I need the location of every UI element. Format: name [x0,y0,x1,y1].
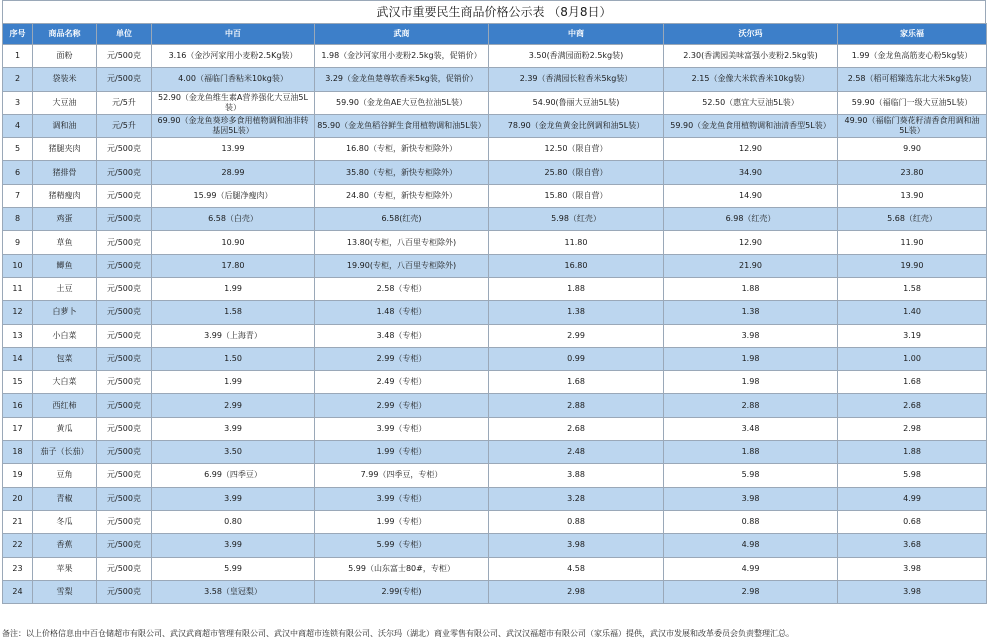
table-row [3,417,987,440]
col-header-zhongbai: 中百 [152,24,315,45]
cell-unit: 元/500克 [97,534,152,557]
table-title: 武汉市重要民生商品价格公示表 （8月8日） [2,0,986,23]
cell-zhongshang: 3.50(香满园面粉2.5kg装) [489,45,664,68]
cell-unit: 元/500克 [97,417,152,440]
price-sheet [2,0,986,604]
cell-carrefour: 1.88 [838,441,987,464]
cell-wushang: 85.90（金龙鱼稻谷鲜生食用植物调和油5L装） [315,114,489,137]
cell-walmart: 5.98 [664,464,838,487]
cell-index: 20 [3,487,33,510]
cell-zhongshang: 1.68 [489,371,664,394]
cell-product: 猪精瘦肉 [33,184,97,207]
cell-zhongbai: 52.90（金龙鱼维生素A营养强化大豆油5L装） [152,91,315,114]
cell-index: 8 [3,208,33,231]
cell-carrefour: 19.90 [838,254,987,277]
cell-carrefour: 1.58 [838,277,987,300]
cell-zhongshang: 2.99 [489,324,664,347]
cell-unit: 元/500克 [97,557,152,580]
cell-product: 黄瓜 [33,417,97,440]
price-table [2,23,987,604]
cell-zhongshang: 3.98 [489,534,664,557]
cell-product: 猪排骨 [33,161,97,184]
cell-unit: 元/500克 [97,464,152,487]
cell-carrefour: 49.90（福临门葵花籽清香食用调和油5L装） [838,114,987,137]
cell-wushang: 24.80（专柜，新快专柜除外） [315,184,489,207]
cell-index: 9 [3,231,33,254]
cell-carrefour: 2.98 [838,417,987,440]
cell-walmart: 52.50（惠宜大豆油5L装） [664,91,838,114]
cell-wushang: 5.99（专柜） [315,534,489,557]
table-row [3,441,987,464]
cell-zhongbai: 1.99 [152,277,315,300]
cell-wushang: 3.29（金龙鱼楚尊软香米5kg装，促销价） [315,68,489,91]
cell-carrefour: 5.68（红壳） [838,208,987,231]
cell-zhongbai: 1.58 [152,301,315,324]
cell-carrefour: 3.68 [838,534,987,557]
table-row [3,184,987,207]
cell-unit: 元/500克 [97,277,152,300]
table-row [3,45,987,68]
footnote: 备注：以上价格信息由中百仓储超市有限公司、武汉武商超市管理有限公司、武汉中商超市连锁有限公司、沃尔玛（湖北）商业零售有限公司、武汉汉福超市有限公司（家乐福）提供，武汉市发展和改革委员会负责整理汇总。 [2,629,794,638]
cell-index: 12 [3,301,33,324]
cell-product: 苹果 [33,557,97,580]
table-row [3,510,987,533]
cell-zhongshang: 4.58 [489,557,664,580]
cell-carrefour: 0.68 [838,510,987,533]
cell-carrefour: 1.68 [838,371,987,394]
cell-zhongbai: 0.80 [152,510,315,533]
cell-zhongbai: 1.99 [152,371,315,394]
cell-product: 袋装米 [33,68,97,91]
cell-walmart: 34.90 [664,161,838,184]
cell-product: 土豆 [33,277,97,300]
cell-zhongshang: 12.50（限自营） [489,138,664,161]
cell-index: 21 [3,510,33,533]
cell-walmart: 1.98 [664,347,838,370]
table-row [3,254,987,277]
cell-zhongbai: 3.99 [152,487,315,510]
col-header-carrefour: 家乐福 [838,24,987,45]
cell-wushang: 19.90(专柜，八百里专柜除外) [315,254,489,277]
cell-product: 白萝卜 [33,301,97,324]
cell-unit: 元/500克 [97,161,152,184]
cell-zhongshang: 3.28 [489,487,664,510]
cell-zhongbai: 69.90（金龙鱼葵珍多食用植物调和油非转基因5L装） [152,114,315,137]
cell-index: 16 [3,394,33,417]
cell-product: 雪梨 [33,580,97,603]
cell-wushang: 13.80(专柜，八百里专柜除外) [315,231,489,254]
cell-unit: 元/500克 [97,371,152,394]
cell-zhongbai: 6.99（四季豆） [152,464,315,487]
table-row [3,91,987,114]
table-row [3,557,987,580]
cell-walmart: 1.38 [664,301,838,324]
cell-zhongbai: 5.99 [152,557,315,580]
cell-index: 3 [3,91,33,114]
cell-zhongshang: 16.80 [489,254,664,277]
cell-unit: 元/500克 [97,208,152,231]
table-row [3,114,987,137]
cell-zhongshang: 1.88 [489,277,664,300]
cell-zhongbai: 3.99（上海青） [152,324,315,347]
cell-carrefour: 5.98 [838,464,987,487]
cell-unit: 元/500克 [97,138,152,161]
table-row [3,277,987,300]
cell-walmart: 2.98 [664,580,838,603]
table-row [3,394,987,417]
cell-unit: 元/5升 [97,114,152,137]
cell-product: 香蕉 [33,534,97,557]
cell-carrefour: 23.80 [838,161,987,184]
cell-unit: 元/500克 [97,441,152,464]
cell-unit: 元/500克 [97,510,152,533]
cell-product: 青椒 [33,487,97,510]
cell-zhongbai: 2.99 [152,394,315,417]
cell-carrefour: 1.00 [838,347,987,370]
cell-zhongbai: 10.90 [152,231,315,254]
cell-unit: 元/500克 [97,301,152,324]
table-row [3,68,987,91]
cell-walmart: 2.88 [664,394,838,417]
cell-zhongbai: 17.80 [152,254,315,277]
cell-product: 冬瓜 [33,510,97,533]
cell-walmart: 14.90 [664,184,838,207]
table-row [3,324,987,347]
cell-walmart: 0.88 [664,510,838,533]
cell-product: 猪腿夹肉 [33,138,97,161]
cell-zhongshang: 15.80（限自营） [489,184,664,207]
table-body [3,45,987,604]
cell-zhongbai: 15.99（后腿净瘦肉） [152,184,315,207]
cell-unit: 元/500克 [97,184,152,207]
col-header-unit: 单位 [97,24,152,45]
cell-index: 6 [3,161,33,184]
col-header-wushang: 武商 [315,24,489,45]
cell-unit: 元/5升 [97,91,152,114]
cell-wushang: 2.99（专柜） [315,394,489,417]
cell-wushang: 3.48（专柜） [315,324,489,347]
cell-walmart: 6.98（红壳） [664,208,838,231]
cell-unit: 元/500克 [97,324,152,347]
cell-unit: 元/500克 [97,68,152,91]
cell-walmart: 3.98 [664,487,838,510]
cell-walmart: 1.88 [664,277,838,300]
cell-carrefour: 59.90（福临门一级大豆油5L装） [838,91,987,114]
cell-wushang: 1.99（专柜） [315,441,489,464]
cell-zhongshang: 78.90（金龙鱼黄金比例调和油5L装） [489,114,664,137]
cell-unit: 元/500克 [97,394,152,417]
table-row [3,208,987,231]
cell-wushang: 5.99（山东富士80#，专柜） [315,557,489,580]
cell-carrefour: 11.90 [838,231,987,254]
cell-unit: 元/500克 [97,487,152,510]
cell-wushang: 1.98（金沙河家用小麦粉2.5kg装，促销价） [315,45,489,68]
cell-zhongshang: 0.88 [489,510,664,533]
cell-index: 23 [3,557,33,580]
cell-index: 13 [3,324,33,347]
cell-product: 小白菜 [33,324,97,347]
cell-carrefour: 4.99 [838,487,987,510]
cell-wushang: 2.49（专柜） [315,371,489,394]
cell-zhongshang: 25.80（限自营） [489,161,664,184]
table-row [3,580,987,603]
cell-walmart: 59.90（金龙鱼食用植物调和油清香型5L装） [664,114,838,137]
cell-zhongshang: 5.98（红壳） [489,208,664,231]
cell-zhongbai: 3.99 [152,417,315,440]
cell-index: 22 [3,534,33,557]
cell-walmart: 21.90 [664,254,838,277]
cell-walmart: 4.98 [664,534,838,557]
cell-unit: 元/500克 [97,347,152,370]
cell-unit: 元/500克 [97,231,152,254]
cell-zhongshang: 2.98 [489,580,664,603]
cell-product: 西红柿 [33,394,97,417]
col-header-product: 商品名称 [33,24,97,45]
cell-carrefour: 2.58（稻可稻臻选东北大米5kg装） [838,68,987,91]
table-row [3,487,987,510]
cell-product: 豆角 [33,464,97,487]
cell-index: 19 [3,464,33,487]
cell-carrefour: 3.98 [838,580,987,603]
table-row [3,301,987,324]
cell-zhongbai: 3.16（金沙河家用小麦粉2.5Kg装） [152,45,315,68]
cell-carrefour: 1.99（金龙鱼高筋麦心粉5kg装） [838,45,987,68]
cell-walmart: 12.90 [664,231,838,254]
cell-product: 面粉 [33,45,97,68]
table-row [3,138,987,161]
header-row [3,24,987,45]
cell-unit: 元/500克 [97,254,152,277]
cell-wushang: 7.99（四季豆，专柜） [315,464,489,487]
cell-index: 18 [3,441,33,464]
cell-index: 11 [3,277,33,300]
cell-unit: 元/500克 [97,45,152,68]
table-row [3,371,987,394]
cell-wushang: 59.90（金龙鱼AE大豆色拉油5L装） [315,91,489,114]
cell-zhongbai: 1.50 [152,347,315,370]
cell-carrefour: 3.98 [838,557,987,580]
cell-zhongshang: 3.88 [489,464,664,487]
cell-wushang: 6.58(红壳) [315,208,489,231]
cell-zhongshang: 1.38 [489,301,664,324]
col-header-walmart: 沃尔玛 [664,24,838,45]
cell-walmart: 3.48 [664,417,838,440]
cell-zhongshang: 2.68 [489,417,664,440]
cell-wushang: 35.80（专柜，新快专柜除外） [315,161,489,184]
cell-index: 14 [3,347,33,370]
table-row [3,347,987,370]
cell-index: 15 [3,371,33,394]
cell-product: 鸡蛋 [33,208,97,231]
cell-carrefour: 3.19 [838,324,987,347]
cell-walmart: 12.90 [664,138,838,161]
cell-zhongshang: 11.80 [489,231,664,254]
cell-wushang: 2.99(专柜) [315,580,489,603]
cell-carrefour: 2.68 [838,394,987,417]
cell-walmart: 2.15（金像大米软香米10kg装） [664,68,838,91]
cell-walmart: 1.98 [664,371,838,394]
table-row [3,534,987,557]
cell-zhongbai: 13.99 [152,138,315,161]
cell-product: 草鱼 [33,231,97,254]
cell-walmart: 1.88 [664,441,838,464]
cell-index: 1 [3,45,33,68]
cell-index: 17 [3,417,33,440]
col-header-zhongshang: 中商 [489,24,664,45]
cell-carrefour: 13.90 [838,184,987,207]
cell-product: 鲫鱼 [33,254,97,277]
cell-wushang: 1.48（专柜） [315,301,489,324]
cell-index: 5 [3,138,33,161]
cell-walmart: 3.98 [664,324,838,347]
cell-zhongbai: 3.99 [152,534,315,557]
cell-product: 茄子（长茄） [33,441,97,464]
cell-index: 2 [3,68,33,91]
cell-carrefour: 1.40 [838,301,987,324]
cell-product: 包菜 [33,347,97,370]
cell-index: 4 [3,114,33,137]
cell-wushang: 16.80（专柜，新快专柜除外） [315,138,489,161]
cell-unit: 元/500克 [97,580,152,603]
cell-product: 调和油 [33,114,97,137]
cell-zhongshang: 2.88 [489,394,664,417]
cell-zhongshang: 2.48 [489,441,664,464]
table-row [3,464,987,487]
table-row [3,161,987,184]
cell-index: 10 [3,254,33,277]
cell-walmart: 4.99 [664,557,838,580]
cell-zhongshang: 0.99 [489,347,664,370]
cell-wushang: 3.99（专柜） [315,487,489,510]
cell-zhongbai: 28.99 [152,161,315,184]
cell-zhongbai: 4.00（福临门香粘米10kg装） [152,68,315,91]
cell-product: 大白菜 [33,371,97,394]
col-header-index: 序号 [3,24,33,45]
cell-zhongbai: 6.58（白壳） [152,208,315,231]
cell-index: 7 [3,184,33,207]
cell-carrefour: 9.90 [838,138,987,161]
cell-index: 24 [3,580,33,603]
cell-walmart: 2.30(香满园美味富强小麦粉2.5kg装) [664,45,838,68]
cell-zhongshang: 54.90(鲁丽大豆油5L装) [489,91,664,114]
cell-zhongbai: 3.58（皇冠梨） [152,580,315,603]
cell-wushang: 2.99（专柜） [315,347,489,370]
cell-product: 大豆油 [33,91,97,114]
cell-wushang: 3.99（专柜） [315,417,489,440]
cell-wushang: 1.99（专柜） [315,510,489,533]
cell-zhongbai: 3.50 [152,441,315,464]
cell-zhongshang: 2.39（香满园长粒香米5kg装） [489,68,664,91]
cell-wushang: 2.58（专柜） [315,277,489,300]
table-row [3,231,987,254]
